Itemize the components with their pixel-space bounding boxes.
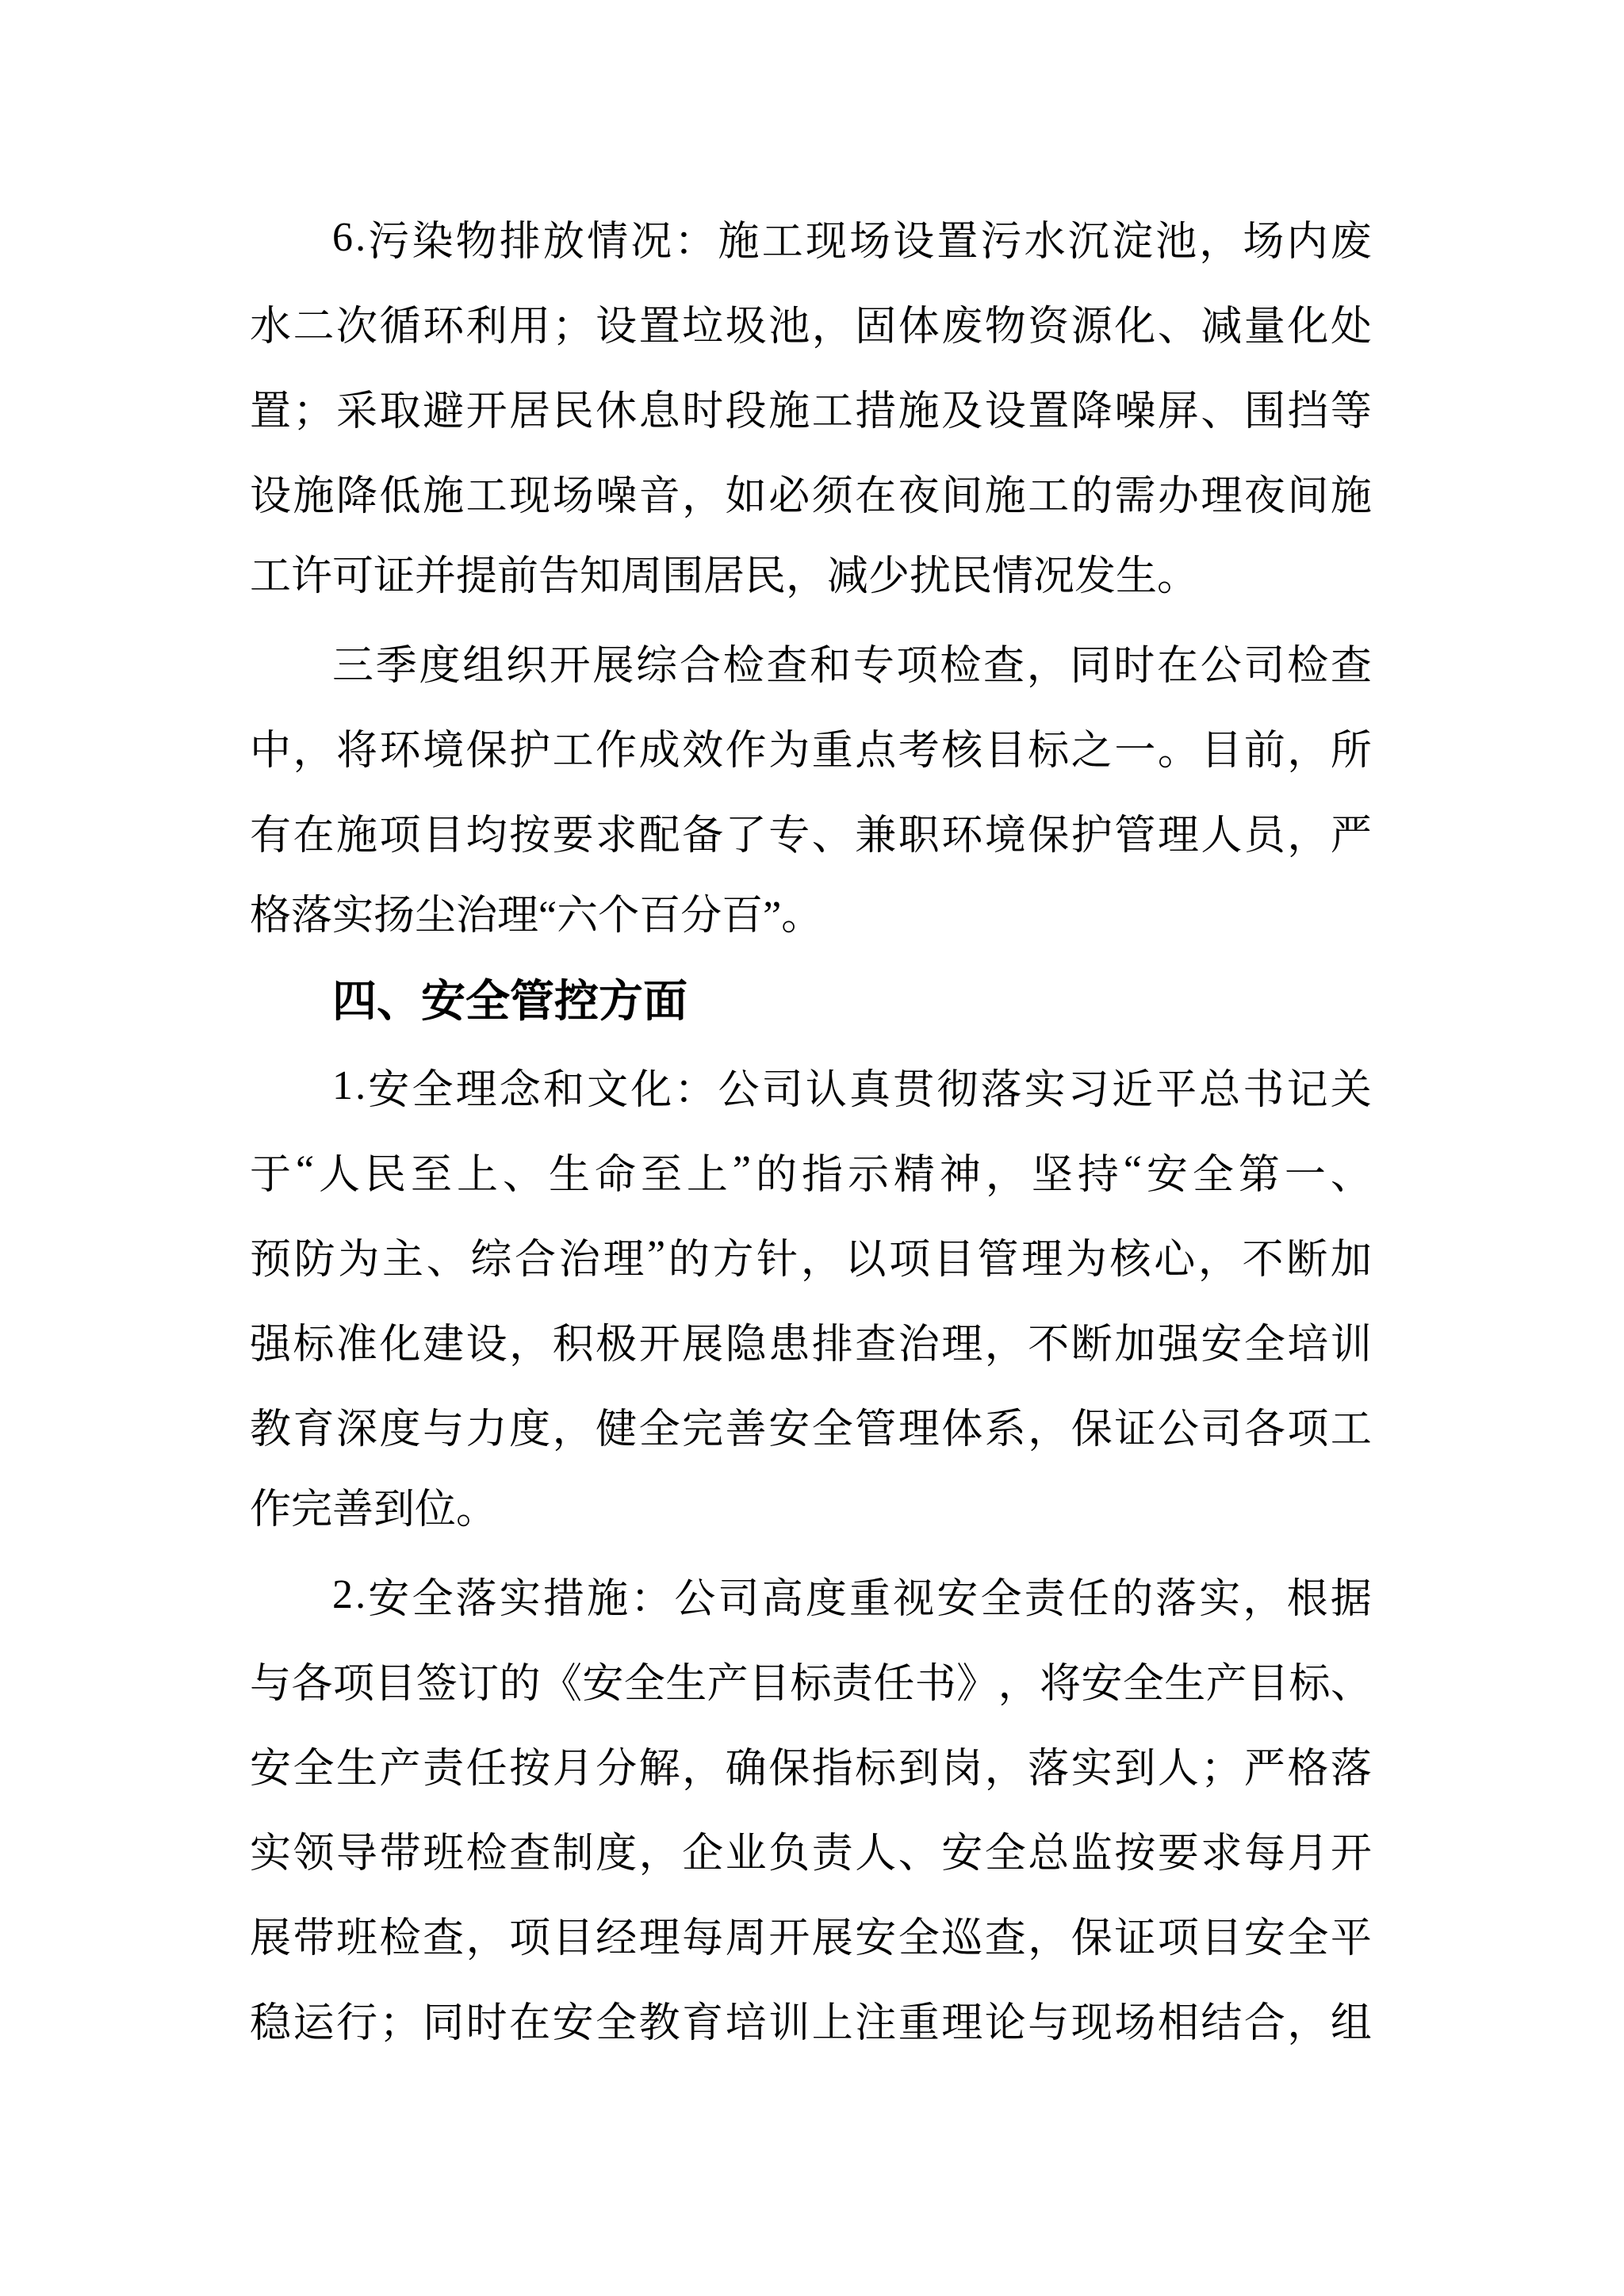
text-line: 实 领 导 带 班 检 查 制 度 ， 企 业 负 责 人 、 安 全 总 监 按 要 求 每 月 开 xyxy=(250,1831,1372,1877)
document-body xyxy=(250,195,1372,2061)
text-line: 于 “ 人 民 至 上 、 生 命 至 上 ” 的 指 示 精 神 ， 坚 持 “ 安 全 第 一 、 xyxy=(250,1148,1372,1198)
text-line: 格落实扬尘治理“六个百分百”。 xyxy=(250,894,823,939)
text-line: 展 带 班 检 查 ， 项 目 经 理 每 周 开 展 安 全 巡 查 ， 保 证 项 目 安 全 平 xyxy=(250,1916,1372,1961)
text-line: 有 在 施 项 目 均 按 要 求 配 备 了 专 、 兼 职 环 境 保 护 管 理 人 员 ， 严 xyxy=(250,813,1372,859)
text-line: 强 标 准 化 建 设 ， 积 极 开 展 隐 患 排 查 治 理 ， 不 断 加 强 安 全 培 训 xyxy=(250,1322,1372,1368)
text-line: 稳 运 行 ； 同 时 在 安 全 教 育 培 训 上 注 重 理 论 与 现 场 相 结 合 ， 组 xyxy=(250,2001,1372,2046)
text-line: 作完善到位。 xyxy=(250,1487,498,1533)
text-line: 三 季 度 组 织 开 展 综 合 检 查 和 专 项 检 查 ， 同 时 在 公 司 检 查 xyxy=(332,644,1372,689)
text-line: 置 ； 采 取 避 开 居 民 休 息 时 段 施 工 措 施 及 设 置 降 噪 屏 、 围 挡 等 xyxy=(250,389,1372,434)
text-line: 设 施 降 低 施 工 现 场 噪 音 ， 如 必 须 在 夜 间 施 工 的 需 办 理 夜 间 施 xyxy=(250,474,1372,519)
text-line: 安 全 生 产 责 任 按 月 分 解 ， 确 保 指 标 到 岗 ， 落 实 到 人 ； 严 格 落 xyxy=(250,1747,1372,1792)
text-line: 2 . 安 全 落 实 措 施 ： 公 司 高 度 重 视 安 全 责 任 的 落 实 ， 根 据 xyxy=(332,1572,1372,1622)
text-line: 与 各 项 目 签 订 的 《 安 全 生 产 目 标 责 任 书 》 ， 将 安 全 生 产 目 标 、 xyxy=(250,1662,1372,1707)
section-heading: 四、安全管控方面 xyxy=(332,976,688,1026)
text-line: 水 二 次 循 环 利 用 ； 设 置 垃 圾 池 ， 固 体 废 物 资 源 化 、 减 量 化 处 xyxy=(250,304,1372,350)
text-line: 教 育 深 度 与 力 度 ， 健 全 完 善 安 全 管 理 体 系 ， 保 证 公 司 各 项 工 xyxy=(250,1407,1372,1452)
text-line: 预 防 为 主 、 综 合 治 理 ” 的 方 针 ， 以 项 目 管 理 为 核 心 ， 不 断 加 xyxy=(250,1233,1372,1283)
text-line: 中 ， 将 环 境 保 护 工 作 成 效 作 为 重 点 考 核 目 标 之 一 。 目 前 ， 所 xyxy=(250,729,1372,774)
text-line: 1 . 安 全 理 念 和 文 化 ： 公 司 认 真 贯 彻 落 实 习 近 平 总 书 记 关 xyxy=(332,1063,1372,1113)
text-line: 工许可证并提前告知周围居民，减少扰民情况发生。 xyxy=(250,554,1199,599)
text-line: 6 . 污 染 物 排 放 情 况 ： 施 工 现 场 设 置 污 水 沉 淀 池 ， 场 内 废 xyxy=(332,215,1372,265)
